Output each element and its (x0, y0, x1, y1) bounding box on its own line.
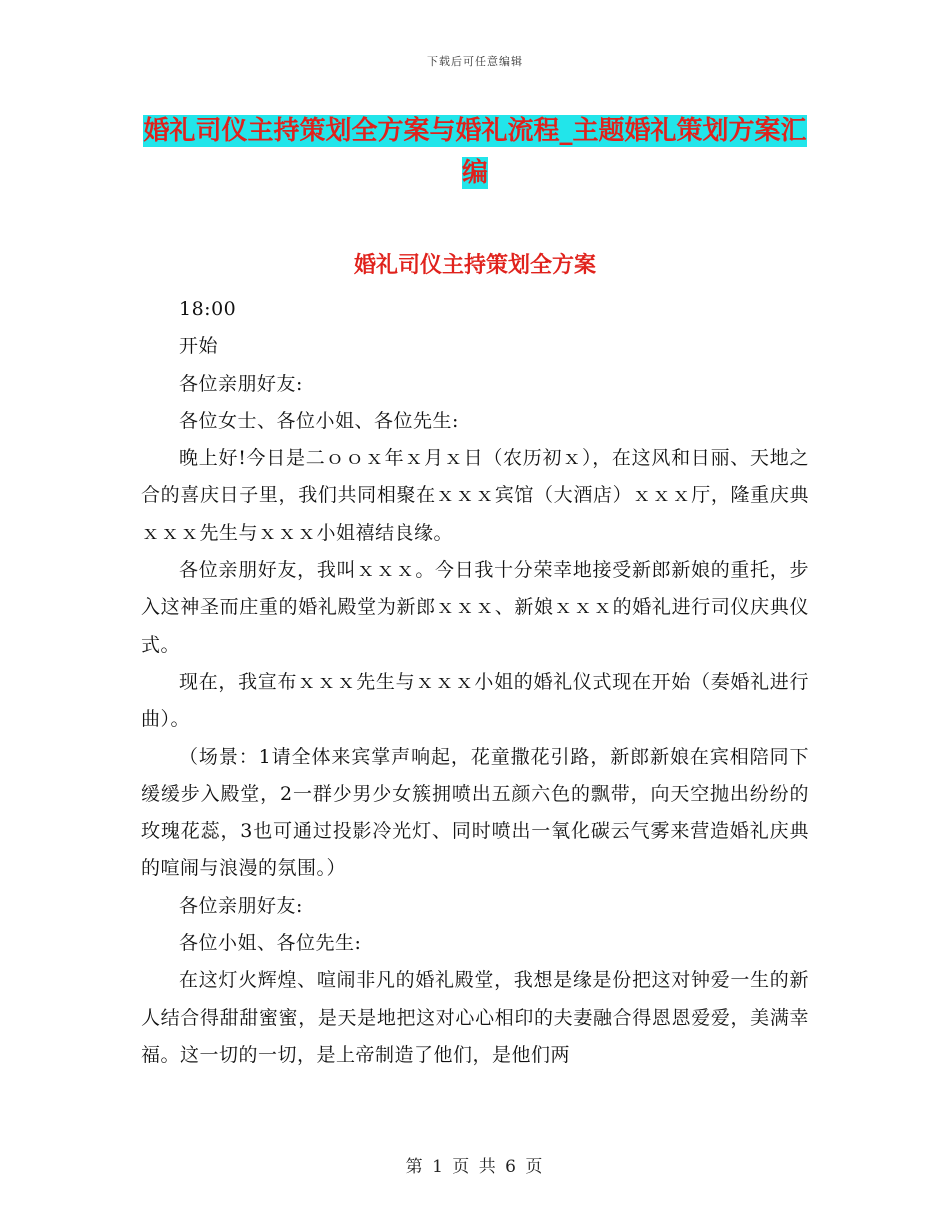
document-title (140, 110, 810, 194)
page-footer: 第 1 页 共 6 页 (405, 1157, 545, 1177)
paragraph: 晚上好!今日是二ｏｏｘ年ｘ月ｘ日（农历初ｘ），在这风和日丽、天地之合的喜庆日子里，我们共同相聚在ｘｘｘ宾馆（大酒店）ｘｘｘ厅，隆重庆典ｘｘｘ先生与ｘｘｘ小姐禧结良缘。 (141, 447, 809, 544)
paragraph: 各位亲朋好友，我叫ｘｘｘ。今日我十分荣幸地接受新郎新娘的重托，步入这神圣而庄重的婚礼殿堂为新郎ｘｘｘ、新娘ｘｘｘ的婚礼进行司仪庆典仪式。 (141, 559, 809, 656)
section-title: 婚礼司仪主持策划全方案 (353, 252, 596, 278)
document-title-text: 婚礼司仪主持策划全方案与婚礼流程_主题婚礼策划方案汇编 (143, 116, 807, 188)
paragraph: 现在，我宣布ｘｘｘ先生与ｘｘｘ小姐的婚礼仪式现在开始（奏婚礼进行曲）。 (141, 670, 809, 731)
paragraph: （场景：1请全体来宾掌声响起，花童撒花引路，新郎新娘在宾相陪同下缓缓步入殿堂，2一群少男少女簇拥喷出五颜六色的飘带，向天空抛出纷纷的玫瑰花蕊，3也可通过投影冷光灯、同时喷出一氧化碳云气雾来营造婚礼庆典的喧闹与浪漫的氛围。） (141, 745, 809, 880)
paragraph: 各位亲朋好友: (179, 894, 303, 917)
paragraph: 各位女士、各位小姐、各位先生: (179, 409, 459, 432)
paragraph: 各位亲朋好友: (179, 372, 303, 395)
paragraph: 开始 (179, 335, 219, 358)
paragraph: 18:00 (179, 298, 237, 320)
paragraph: 各位小姐、各位先生: (179, 932, 362, 955)
page-header: 下载后可任意编辑 (427, 55, 523, 68)
paragraph: 在这灯火辉煌、喧闹非凡的婚礼殿堂，我想是缘是份把这对钟爱一生的新人结合得甜甜蜜蜜，是天是地把这对心心相印的夫妻融合得恩恩爱爱，美满幸福。这一切的一切，是上帝制造了他们，是他们两 (141, 969, 809, 1066)
document-body (141, 291, 809, 1074)
